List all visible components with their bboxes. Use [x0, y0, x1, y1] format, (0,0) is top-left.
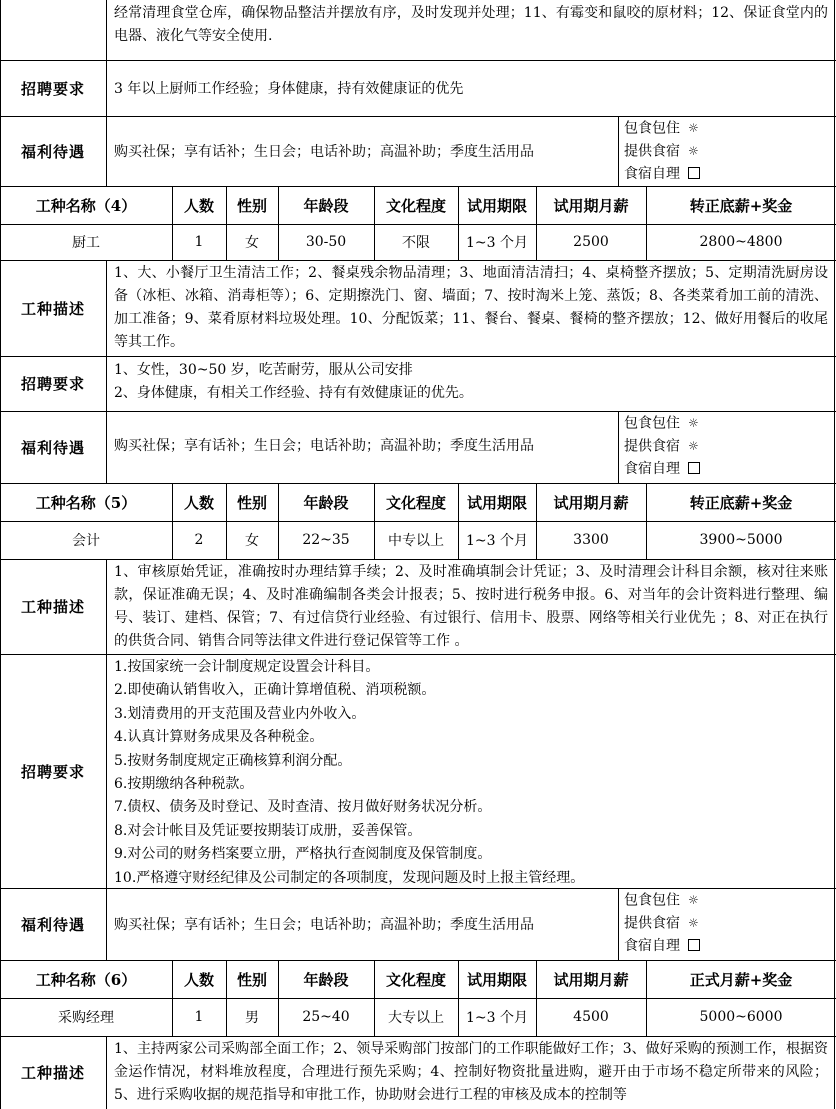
job-gender: 女: [245, 533, 259, 549]
grid-line: [458, 186, 459, 260]
circle-icon: ☼: [688, 893, 699, 907]
grid-line: [0, 559, 836, 560]
job-desc-text: 1、审核原始凭证，准确按时办理结算手续；2、及时准确填制会计凭证；3、及时清理会计科目余额，核对往来账款，保证准确无误；4、及时准确编制各类会计报表；5、按时进行税务申报。6、对当年的会计资料进行整理、编号、装订、建档、保管；7、有过信贷行业经验、有过银行、信用卡、股票、网络等相关行业优先 ；8、对正在执行的供货合同、销售合同等法律文件进行登记保管等工作 。: [114, 564, 828, 649]
grid-line: [172, 960, 173, 1036]
grid-line: [646, 186, 647, 260]
job-name: 厨工: [72, 235, 100, 251]
formal-salary-header: 转正底薪+奖金: [689, 493, 793, 512]
circle-icon: ☼: [688, 144, 699, 158]
req-item: 1.按国家统一会计制度规定设置会计科目。: [114, 659, 380, 675]
recruit-req-label: 招聘要求: [20, 79, 85, 98]
job-trial-salary: 2500: [573, 234, 609, 250]
benefits-options: [618, 411, 836, 483]
job-formal-salary: 5000~6000: [699, 1009, 783, 1025]
job-title-header: 工种名称（5）: [35, 493, 137, 512]
grid-line: [536, 960, 537, 1036]
job-age: 30-50: [305, 234, 347, 250]
formal-salary-header: 正式月薪+奖金: [689, 970, 793, 989]
job-desc-text: 1、大、小餐厅卫生清洁工作；2、餐桌残余物品清理；3、地面清洁清扫；4、桌椅整齐摆放；5、定期清洗厨房设备（冰柜、冰箱、消毒柜等）；6、定期擦洗门、窗、墙面；7、按时淘米上笼、蒸饭；8、各类菜肴加工前的清洗、加工准备；9、菜肴原材料垃圾处理。10、分配饭菜；11、餐台、餐桌、餐椅的整齐摆放；12、做好用餐后的收尾等其工作。: [114, 265, 828, 350]
grid-line: [0, 356, 836, 357]
job-name: 采购经理: [58, 1010, 114, 1026]
job-trial: 1~3 个月: [466, 1010, 528, 1026]
formal-salary-header: 转正底薪+奖金: [689, 196, 793, 215]
job-formal-salary: 2800~4800: [699, 234, 783, 250]
welfare-label: 福利待遇: [20, 142, 85, 161]
checkbox-icon: [688, 462, 700, 474]
job-title-header: 工种名称（6）: [35, 970, 137, 989]
age-header: 年龄段: [303, 970, 349, 989]
job-desc-label: 工种描述: [20, 299, 85, 318]
benefits-options: [618, 116, 836, 186]
job-trial: 1~3 个月: [466, 235, 528, 251]
benefit-dorm: 提供食宿 ☼: [624, 435, 836, 458]
grid-line: [646, 960, 647, 1036]
job-count: 2: [194, 532, 204, 548]
grid-line: [374, 960, 375, 1036]
grid-line: [0, 1036, 836, 1037]
circle-icon: ☼: [688, 439, 699, 453]
job-formal-salary: 3900~5000: [699, 532, 783, 548]
circle-icon: ☼: [688, 121, 699, 135]
job-age: 25~40: [302, 1009, 350, 1025]
job-count: 1: [194, 234, 204, 250]
trial-header: 试用期限: [466, 970, 527, 989]
grid-line: [536, 483, 537, 559]
req-item: 2、身体健康，有相关工作经验、持有有效健康证的优先。: [114, 385, 473, 402]
grid-line: [0, 654, 836, 655]
grid-line: [0, 116, 836, 117]
job-trial: 1~3 个月: [466, 533, 528, 549]
job-title-header: 工种名称（4）: [35, 196, 137, 215]
job-name: 会计: [72, 533, 100, 549]
job-count: 1: [194, 1009, 204, 1025]
recruit-req-list: [106, 356, 836, 411]
grid-line: [0, 888, 836, 889]
req-item: 6.按期缴纳各种税款。: [114, 775, 254, 792]
req-item: 5.按财务制度规定正确核算利润分配。: [114, 752, 352, 769]
benefit-dorm: 提供食宿 ☼: [624, 140, 836, 163]
checkbox-icon: [688, 939, 700, 951]
grid-line: [834, 0, 835, 1109]
req-item: 10.严格遵守财经纪律及公司制定的各项制度，发现问题及时上报主管经理。: [114, 869, 585, 886]
grid-line: [0, 186, 836, 187]
grid-line: [0, 483, 836, 484]
grid-line: [278, 483, 279, 559]
grid-line: [0, 224, 836, 225]
grid-line: [374, 483, 375, 559]
education-header: 文化程度: [385, 196, 446, 215]
job-education: 中专以上: [388, 533, 444, 549]
req-item: 7.债权、债务及时登记、及时查清、按月做好财务状况分析。: [114, 799, 492, 816]
count-header: 人数: [183, 196, 214, 215]
checkbox-icon: [688, 167, 700, 179]
benefits-options: [618, 888, 836, 960]
age-header: 年龄段: [303, 493, 349, 512]
grid-line: [0, 60, 836, 61]
benefit-meals: 包食包住 ☼: [624, 412, 836, 435]
benefit-dorm: 提供食宿 ☼: [624, 912, 836, 935]
req-item: 1、女性，30~50 岁，吃苦耐劳，服从公司安排: [114, 362, 413, 378]
trial-header: 试用期限: [466, 493, 527, 512]
req-item: 3.划清费用的开支范围及营业内外收入。: [114, 705, 366, 722]
welfare-text: 购买社保；享有话补；生日会；电话补助；高温补助；季度生活用品: [114, 144, 534, 160]
welfare-text: 购买社保；享有话补；生日会；电话补助；高温补助；季度生活用品: [114, 438, 534, 454]
job-trial-salary: 3300: [573, 532, 609, 548]
grid-line: [458, 483, 459, 559]
benefit-self: 食宿自理: [624, 163, 836, 186]
grid-line: [172, 483, 173, 559]
grid-line: [0, 260, 836, 261]
req-item: 9.对公司的财务档案要立册，严格执行查阅制度及保管制度。: [114, 846, 492, 863]
job-desc-label: 工种描述: [20, 598, 85, 616]
education-header: 文化程度: [385, 970, 446, 989]
job-gender: 女: [245, 235, 259, 251]
benefit-self: 食宿自理: [624, 935, 836, 958]
job-trial-salary: 4500: [573, 1009, 609, 1025]
label-cell-empty: [0, 0, 106, 60]
welfare-label: 福利待遇: [20, 438, 85, 457]
gender-header: 性别: [236, 196, 267, 215]
gender-header: 性别: [236, 970, 267, 989]
grid-line: [278, 186, 279, 260]
grid-line: [0, 998, 836, 999]
req-item: 8.对会计帐目及凭证要按期装订成册，妥善保管。: [114, 822, 422, 839]
grid-line: [618, 411, 619, 483]
grid-line: [618, 888, 619, 960]
grid-line: [0, 960, 836, 961]
grid-line: [646, 483, 647, 559]
grid-line: [0, 521, 836, 522]
grid-line: [226, 960, 227, 1036]
benefit-meals: 包食包住 ☼: [624, 117, 836, 140]
grid-line: [458, 960, 459, 1036]
grid-line: [172, 186, 173, 260]
top-description: 经常清理食堂仓库，确保物品整洁并摆放有序，及时发现并处理；11、有霉变和鼠咬的原材料；12、保证食堂内的电器、液化气等安全使用.: [114, 5, 828, 44]
count-header: 人数: [183, 493, 214, 512]
grid-line: [106, 559, 107, 960]
grid-line: [106, 1036, 107, 1109]
count-header: 人数: [183, 970, 214, 989]
recruit-req-list: [106, 654, 836, 888]
recruit-req-label: 招聘要求: [20, 375, 85, 393]
req-item: 2.即使确认销售收入，正确计算增值税、消项税额。: [114, 682, 436, 699]
grid-line: [278, 960, 279, 1036]
recruit-req-label: 招聘要求: [20, 762, 85, 781]
grid-line: [618, 116, 619, 186]
trial-salary-header: 试用期月薪: [553, 970, 629, 989]
grid-line: [0, 0, 1, 1109]
welfare-text: 购买社保；享有话补；生日会；电话补助；高温补助；季度生活用品: [114, 917, 534, 933]
grid-line: [536, 186, 537, 260]
grid-line: [106, 260, 107, 483]
grid-line: [106, 0, 107, 186]
circle-icon: ☼: [688, 916, 699, 930]
trial-salary-header: 试用期月薪: [553, 493, 629, 512]
circle-icon: ☼: [688, 416, 699, 430]
grid-line: [374, 186, 375, 260]
grid-line: [226, 483, 227, 559]
job-education: 大专以上: [388, 1010, 444, 1026]
welfare-label: 福利待遇: [20, 915, 85, 934]
req-item: 4.认真计算财务成果及各种税金。: [114, 729, 324, 746]
grid-line: [226, 186, 227, 260]
trial-header: 试用期限: [466, 196, 527, 215]
age-header: 年龄段: [303, 196, 349, 215]
job-gender: 男: [245, 1010, 259, 1026]
education-header: 文化程度: [385, 493, 446, 512]
job-education: 不限: [402, 235, 430, 251]
recruit-req-text: 3 年以上厨师工作经验；身体健康，持有效健康证的优先: [114, 81, 464, 97]
job-desc-text: 1、主持两家公司采购部全面工作；2、领导采购部门按部门的工作职能做好工作；3、做好采购的预测工作，根据资金运作情况，材料堆放程度，合理进行预先采购；4、控制好物资批量进购，避开由于市场不稳定所带来的风险；5、进行采购收据的规范指导和审批工作，协助财会进行工程的审核及成本的控制等: [114, 1041, 828, 1103]
job-desc-label: 工种描述: [20, 1064, 85, 1082]
trial-salary-header: 试用期月薪: [553, 196, 629, 215]
grid-line: [0, 411, 836, 412]
gender-header: 性别: [236, 493, 267, 512]
benefit-meals: 包食包住 ☼: [624, 889, 836, 912]
job-age: 22~35: [302, 532, 350, 548]
benefit-self: 食宿自理: [624, 458, 836, 481]
